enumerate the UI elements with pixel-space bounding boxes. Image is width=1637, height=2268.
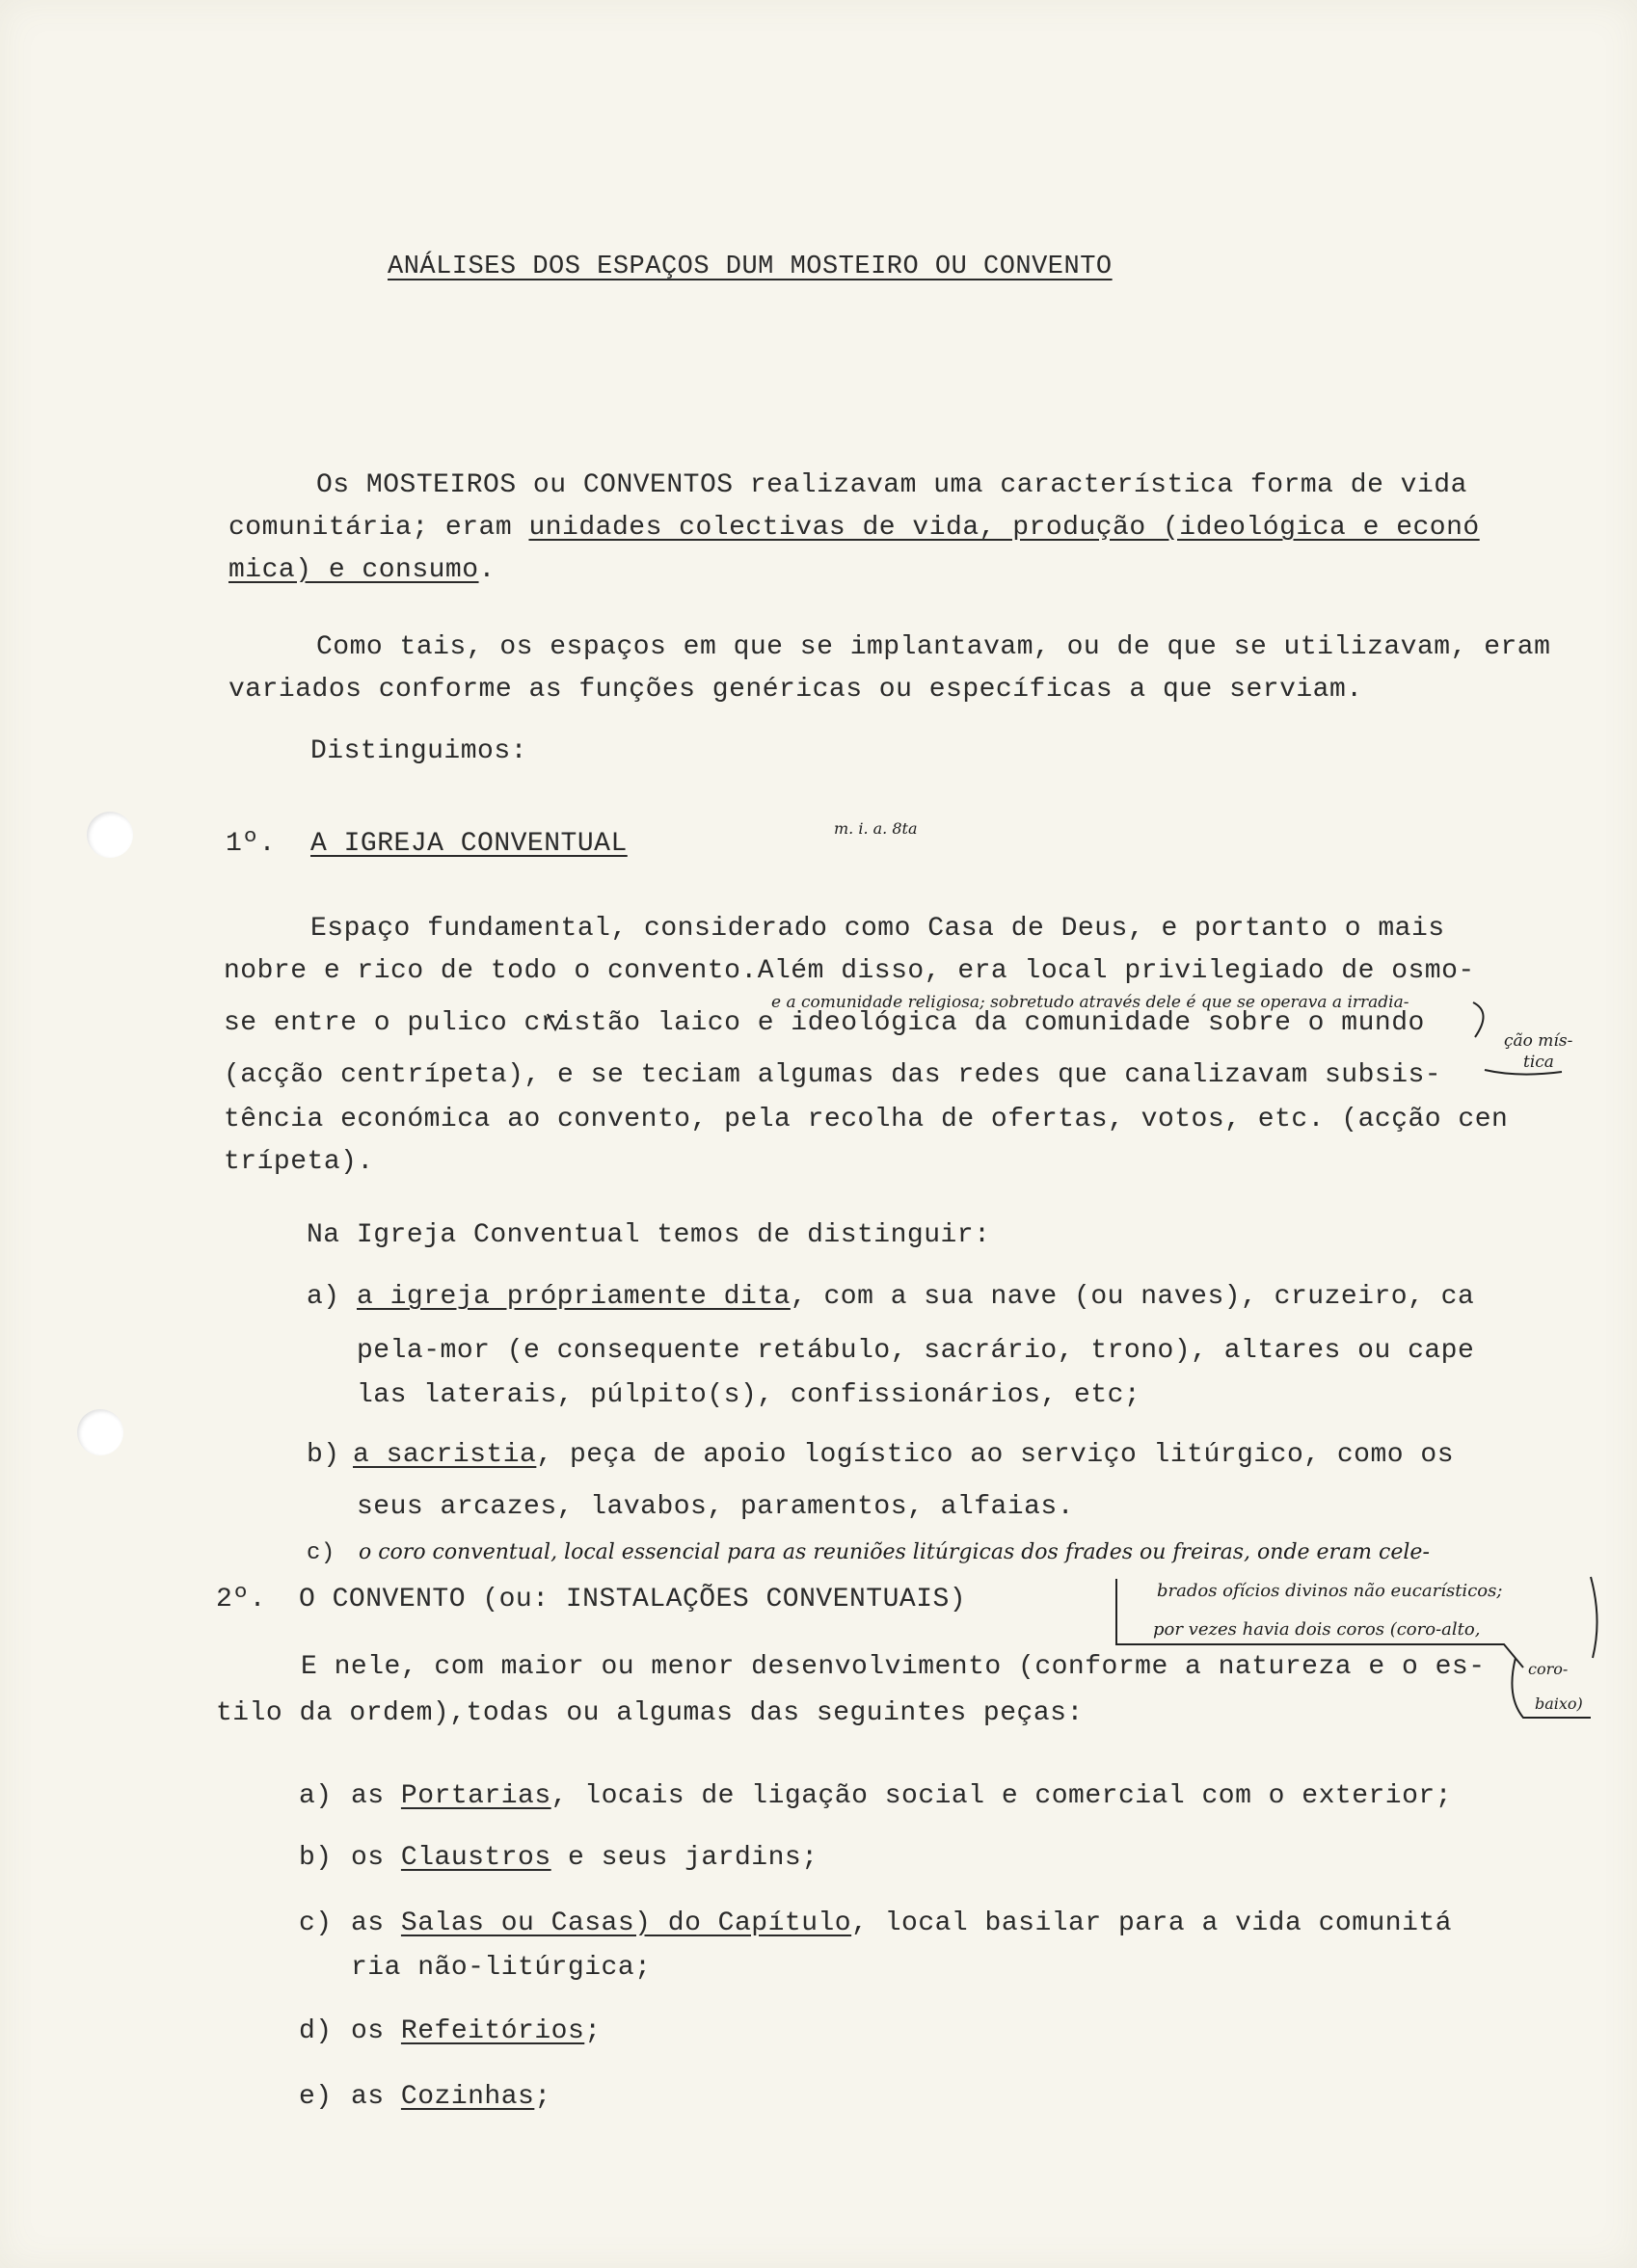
- document-title: ANÁLISES DOS ESPAÇOS DUM MOSTEIRO OU CONVENTO: [388, 253, 1113, 281]
- section-1-p1-line-4: (acção centrípeta), e se teciam algumas das redes que canalizavam subsis-: [224, 1060, 1442, 1090]
- intro-paragraph-2-line-2: variados conforme as funções genéricas ou específicas a que serviam.: [228, 675, 1363, 705]
- item-c-handwritten-line-4: coro-: [1528, 1660, 1569, 1678]
- list-item-b: os Claustros e seus jardins;: [351, 1843, 818, 1873]
- item-a-line-3: las laterais, púlpito(s), confissionários, etc;: [357, 1380, 1141, 1410]
- section-1-margin-note: m. i. a. 8ta: [834, 819, 918, 838]
- list-item-c: as Salas ou Casas) do Capítulo, local basilar para a vida comunitá: [351, 1908, 1453, 1938]
- list-item-a-label: a): [299, 1781, 333, 1811]
- section-2-p1-line-2: tilo da ordem),todas ou algumas das seguintes peças:: [216, 1698, 1084, 1728]
- list-item-c-label: c): [299, 1908, 333, 1938]
- list-item-c-cont: ria não-litúrgica;: [351, 1953, 652, 1983]
- intro-line-3: mica) e consumo.: [228, 555, 496, 585]
- insertion-bracket: [1473, 1002, 1484, 1037]
- side-bracket: [1591, 1577, 1597, 1658]
- highlight-phrase: unidades colectivas de vida, produção (ideológica e econó: [528, 513, 1480, 543]
- item-b-line-2: seus arcazes, lavabos, paramentos, alfaias.: [357, 1492, 1075, 1522]
- item-c-handwritten-line-3: por vezes havia dois coros (coro-alto,: [1153, 1619, 1481, 1640]
- list-item-a: as Portarias, locais de ligação social e comercial com o exterior;: [351, 1781, 1453, 1811]
- side-note-line: [1485, 1070, 1562, 1075]
- insertion-caret: [548, 1014, 563, 1029]
- list-item-d: os Refeitórios;: [351, 2016, 602, 2046]
- handwritten-insertion: e a comunidade religiosa; sobretudo através dele é que se operava a irradia-: [771, 993, 1409, 1012]
- section-1-p1-line-1: Espaço fundamental, considerado como Casa de Deus, e portanto o mais: [310, 914, 1445, 944]
- section-1-p2: Na Igreja Conventual temos de distinguir:: [307, 1220, 991, 1250]
- item-c-handwritten-line-1: o coro conventual, local essencial para as reuniões litúrgicas dos frades ou freiras, onde eram cele-: [359, 1540, 1430, 1564]
- intro-line-1: Os MOSTEIROS ou CONVENTOS realizavam uma característica forma de vida: [316, 470, 1467, 500]
- section-1-heading: A IGREJA CONVENTUAL: [310, 829, 628, 859]
- list-item-e: as Cozinhas;: [351, 2082, 551, 2112]
- intro-distinguimos: Distinguimos:: [310, 736, 527, 766]
- list-item-b-label: b): [299, 1843, 333, 1873]
- item-c-label: c): [307, 1540, 335, 1566]
- item-b-line-1: a sacristia, peça de apoio logístico ao serviço litúrgico, como os: [353, 1440, 1454, 1470]
- section-1-p1-line-6: trípeta).: [224, 1147, 374, 1177]
- item-a-line-2: pela-mor (e consequente retábulo, sacrário, trono), altares ou cape: [357, 1336, 1475, 1366]
- item-c-handwritten-line-5: baixo): [1535, 1694, 1583, 1713]
- handwritten-side-note-1: ção mís-: [1504, 1031, 1573, 1051]
- item-a-label: a): [307, 1282, 340, 1312]
- section-2-heading: O CONVENTO (ou: INSTALAÇÕES CONVENTUAIS): [299, 1585, 967, 1614]
- item-a-line-1: a igreja própriamente dita, com a sua nave (ou naves), cruzeiro, ca: [357, 1282, 1475, 1312]
- coro-vertical-rule: [1116, 1579, 1523, 1668]
- list-item-d-label: d): [299, 2016, 333, 2046]
- section-1-p1-line-2: nobre e rico de todo o convento.Além disso, era local privilegiado de osmo-: [224, 956, 1475, 986]
- item-b-label: b): [307, 1440, 340, 1470]
- section-1-p1-line-5: tência económica ao convento, pela recolha de ofertas, votos, etc. (acção cen: [224, 1105, 1509, 1134]
- intro-line-2: comunitária; eram unidades colectivas de vida, produção (ideológica e econó: [228, 513, 1480, 543]
- intro-paragraph-2-line-1: Como tais, os espaços em que se implantavam, ou de que se utilizavam, eram: [316, 632, 1551, 662]
- section-1-p1-line-3: se entre o pulico cristão laico e ideológica da comunidade sobre o mundo: [224, 1008, 1425, 1038]
- list-item-e-label: e): [299, 2082, 333, 2112]
- section-1-number: 1º.: [226, 829, 276, 859]
- section-2-p1-line-1: E nele, com maior ou menor desenvolvimento (conforme a natureza e o es-: [301, 1652, 1486, 1682]
- section-2-number: 2º.: [216, 1585, 266, 1614]
- handwritten-side-note-2: tica: [1523, 1053, 1554, 1072]
- item-c-handwritten-line-2: brados ofícios divinos não eucarísticos;: [1157, 1581, 1503, 1601]
